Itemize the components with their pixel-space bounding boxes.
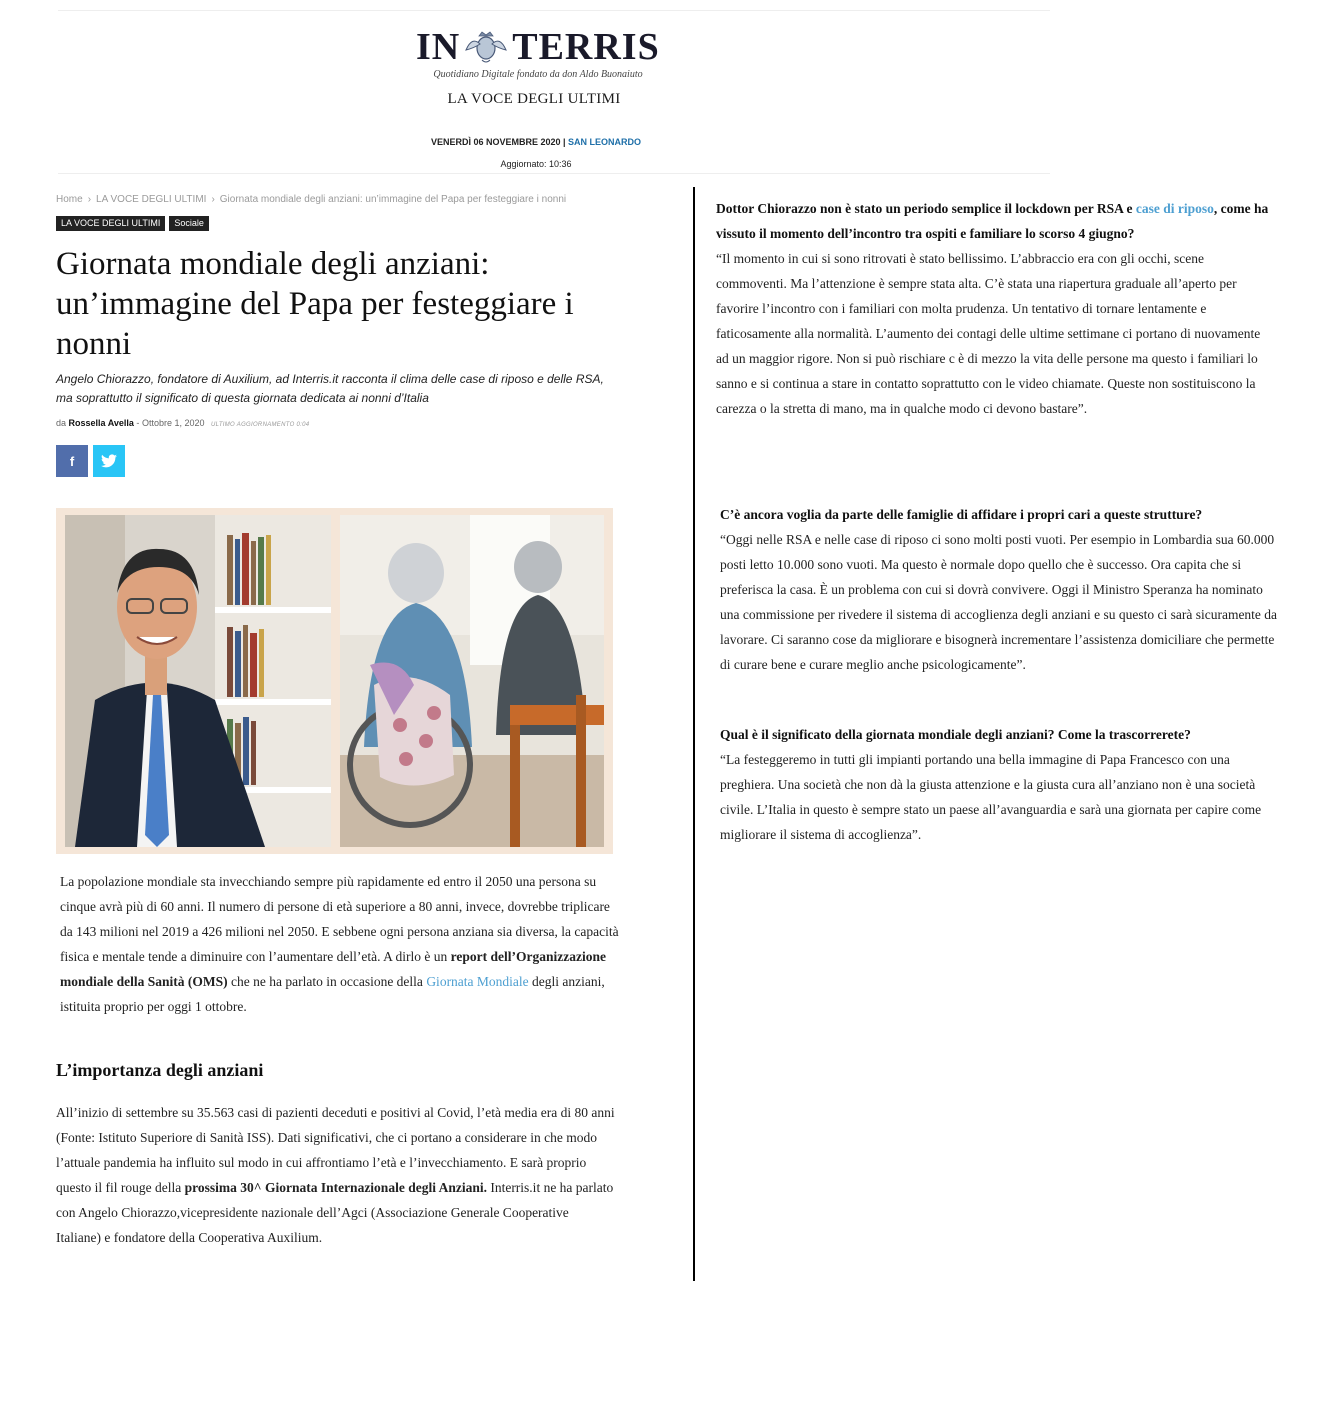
article-date: Ottobre 1, 2020 — [141, 418, 205, 428]
breadcrumb-home[interactable]: Home — [56, 194, 83, 205]
question-text: Dottor Chiorazzo non è stato un periodo semplice il lockdown per RSA e — [716, 201, 1136, 216]
intro-text: degli anziani, istituita proprio per oggi 1 ottobre. — [60, 974, 605, 1014]
interview-block-2 — [720, 502, 1280, 677]
date-separator: | — [560, 137, 569, 147]
last-updated: Aggiornato: 10:36 — [500, 159, 572, 169]
logo-emblem-icon — [462, 30, 510, 64]
interview-question-2: C’è ancora voglia da parte delle famiglie di affidare i propri cari a queste strutture? — [720, 507, 1203, 522]
site-header — [58, 10, 1050, 174]
question-text: , come ha vissuto il momento dell’incontro tra ospiti e familiare lo scorso 4 giugno? — [716, 201, 1269, 241]
interview-answer-2: “Oggi nelle RSA e nelle case di riposo ci sono molti posti vuoti. Per esempio in Lombardia sua 60.000 posti letto 10.000 sono vuoti. Ma questo è normale dopo quello che è successo. Ora capita che si preferisca la casa. È un problema con cui si dovrà convivere. Oggi il Ministro Speranza ha nominato una commissione per rivedere il sistema di accoglienza degli anziani e su questo ci sarà sicuramente da lavorare. Ci saranno cose da migliorare e bisognerà incrementare l’assistenza domiciliare che permette di curare bene e curare meglio anche psicologicamente”. — [720, 532, 1278, 672]
interview-block-3 — [720, 722, 1280, 847]
logo-text-left: IN — [416, 26, 461, 68]
section-text: All’inizio di settembre su 35.563 casi di pazienti deceduti e positivi al Covid, l’età media era di 80 anni (Fonte: Istituto Superiore di Sanità ISS). Dati significativi, che ci portano a considerare in che modo l’attuale pandemia ha influito sul modo in cui affrontiamo l’età e l’invecchiamento. E sarà proprio questo il fil rouge della — [56, 1105, 615, 1195]
interview-answer-3: “La festeggeremo in tutti gli impianti portando una bella immagine di Papa Francesco con una preghiera. Una società che non dà la giusta attenzione e la giusta cura all’anziano non è una società civile. L’Italia in questo è sempre stato un paese all’avanguardia e sarà una giornata per capire come migliorare il sistema di accoglienza”. — [720, 752, 1262, 842]
current-date: VENERDÌ 06 NOVEMBRE 2020 — [430, 137, 561, 147]
breadcrumb-separator: › — [87, 194, 92, 205]
site-logo[interactable] — [416, 25, 658, 69]
case-di-riposo-link[interactable]: case di riposo — [1135, 201, 1214, 216]
article-title: Giornata mondiale degli anziani: un’immagine del Papa per festeggiare i nonni — [56, 246, 574, 362]
intro-bold-report: report dell’Organizzazione mondiale della Sanità (OMS) — [60, 949, 606, 989]
interview-question-1 — [716, 196, 1276, 246]
elderly-people-photo — [340, 515, 604, 847]
site-motto: LA VOCE DEGLI ULTIMI — [447, 91, 621, 107]
interview-question-3: Qual è il significato della giornata mondiale degli anziani? Come la trascorrerete? — [720, 727, 1191, 742]
byline-prefix: da — [56, 418, 67, 428]
twitter-share-button[interactable] — [93, 445, 125, 477]
breadcrumb-separator: › — [211, 194, 215, 205]
breadcrumb — [56, 194, 566, 205]
intro-text: che ne ha parlato in occasione della — [227, 974, 427, 989]
section-heading: L’importanza degli anziani — [56, 1060, 264, 1080]
last-update-note: ULTIMO AGGIORNAMENTO 0:04 — [211, 422, 310, 428]
facebook-icon: f — [69, 453, 75, 469]
saint-of-day[interactable]: SAN LEONARDO — [568, 137, 642, 147]
intro-text: La popolazione mondiale sta invecchiando sempre più rapidamente ed entro il 2050 una persona su cinque avrà più di 60 anni. Il numero di persone di età superiore a 80 anni, invece, dovrebbe triplicare da 143 milioni nel 2019 a 426 milioni nel 2050. E sebbene ogni persona anziana sia diversa, la capacità fisica e mentale tende a diminuire con l’aumentare dell’età. A dirlo è un — [60, 874, 619, 964]
article-byline — [56, 418, 309, 428]
article-photo — [56, 508, 613, 854]
category-tags — [56, 216, 209, 231]
category-tag-voce-ultimi[interactable]: LA VOCE DEGLI ULTIMI — [56, 216, 165, 231]
author-link[interactable]: Rossella Avella — [68, 418, 134, 428]
section-bold-text: prossima 30^ Giornata Internazionale degli Anziani. — [184, 1180, 487, 1195]
twitter-icon — [101, 454, 117, 468]
byline-dash: - — [136, 418, 140, 428]
section-text: Interris.it ne ha parlato con Angelo Chiorazzo,vicepresidente nazionale dell’Agci (Associazione Generale Cooperative Italiane) e fondatore della Cooperativa Auxilium. — [56, 1180, 614, 1245]
interview-block-1 — [716, 196, 1276, 421]
portrait-photo — [65, 515, 331, 847]
article-subtitle: Angelo Chiorazzo, fondatore di Auxilium, ad Interris.it racconta il clima delle case di riposo e delle RSA, ma soprattutto il significato di questa giornata dedicata ai nonni d’Italia — [56, 372, 604, 405]
share-buttons — [56, 445, 125, 477]
interview-answer-1: “Il momento in cui si sono ritrovati è stato bellissimo. L’abbraccio era con gli occhi, scene commoventi. Ma l’attenzione è sempre stata alta. C’è stata una riapertura graduale all’aperto per favorire l’incontro con i familiari con molta prudenza. Un tentativo di tornare lentamente e faticosamente alla normalità. L’aumento dei contagi delle ultime settimane ci portano di nuovamente ad un maggior rigore. Non si può rischiare c è di mezzo la vita delle persone ma questo i familiari lo sanno e si continua a stare in contatto soprattutto con le video chiamate. Queste non sostituiscono la carezza o la stretta di mano, ma in qualche modo ci devono bastare”. — [716, 251, 1261, 416]
giornata-mondiale-link[interactable]: Giornata Mondiale — [426, 974, 529, 989]
facebook-share-button[interactable] — [56, 445, 88, 477]
category-tag-sociale[interactable]: Sociale — [169, 216, 209, 231]
logo-text-right: TERRIS — [512, 26, 660, 68]
intro-paragraph — [60, 869, 620, 1019]
breadcrumb-category[interactable]: LA VOCE DEGLI ULTIMI — [96, 194, 207, 205]
breadcrumb-current: Giornata mondiale degli anziani: un’immagine del Papa per festeggiare i nonni — [219, 194, 567, 205]
column-divider — [693, 187, 695, 1281]
section-paragraph — [56, 1100, 616, 1250]
site-tagline: Quotidiano Digitale fondato da don Aldo Buonaiuto — [433, 69, 643, 80]
dateline — [358, 137, 714, 147]
